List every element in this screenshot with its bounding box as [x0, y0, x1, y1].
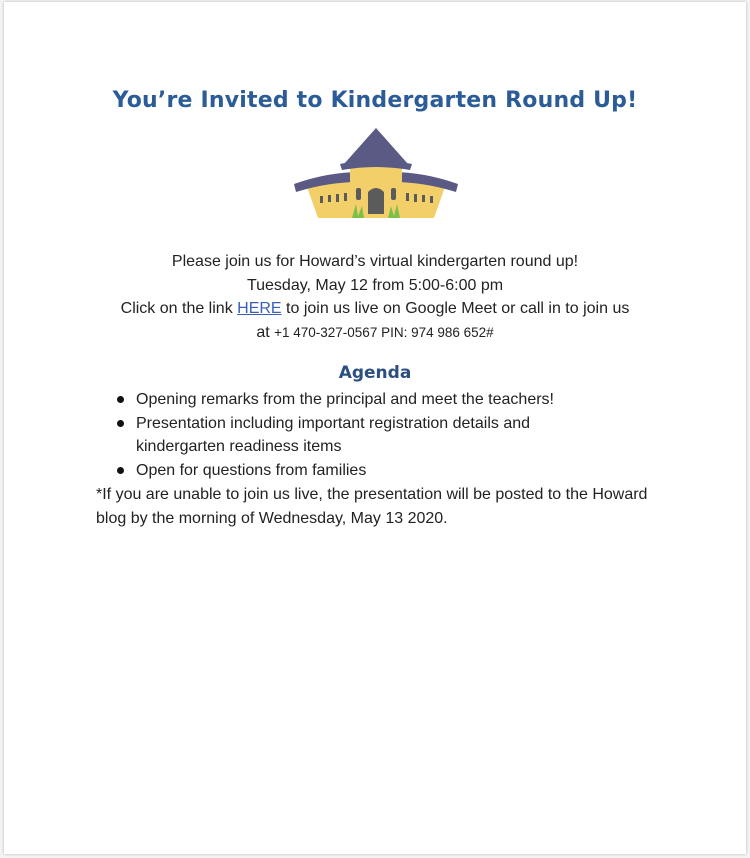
intro-line: Please join us for Howard’s virtual kindergarten round up! [171, 253, 579, 270]
link-line [4, 297, 746, 321]
bullet-icon [117, 396, 124, 403]
bullet-icon [117, 420, 124, 427]
meet-link[interactable]: HERE [237, 300, 282, 317]
bullet-icon [117, 467, 124, 474]
pin-number: PIN: 974 986 652# [377, 324, 494, 340]
invitation-details [4, 250, 746, 344]
document-page [4, 2, 746, 854]
agenda-heading: Agenda [338, 363, 412, 383]
schoolhouse-icon [288, 126, 464, 226]
agenda-item-text: Presentation including important registration details and kindergarten readiness items [136, 414, 531, 455]
agenda-item [96, 459, 616, 483]
phone-number: +1 470-327-0567 [274, 324, 378, 340]
event-date-line: Tuesday, May 12 from 5:00-6:00 pm [246, 276, 504, 294]
footnote: *If you are unable to join us live, the presentation will be posted to the Howard blog by the morning of Wednesday, May 13 2020. [96, 486, 648, 527]
call-in-line [4, 321, 746, 345]
link-prefix: Click on the link [120, 300, 238, 317]
call-prefix: at [256, 323, 275, 341]
agenda-item-text: Opening remarks from the principal and meet the teachers! [136, 391, 554, 408]
agenda-list [96, 388, 616, 482]
agenda-item [96, 412, 616, 459]
invitation-title: You’re Invited to Kindergarten Round Up! [112, 88, 638, 113]
agenda-item [96, 388, 616, 412]
agenda-item-text: Open for questions from families [136, 461, 367, 479]
link-suffix: to join us live on Google Meet or call in to join us [281, 300, 630, 317]
